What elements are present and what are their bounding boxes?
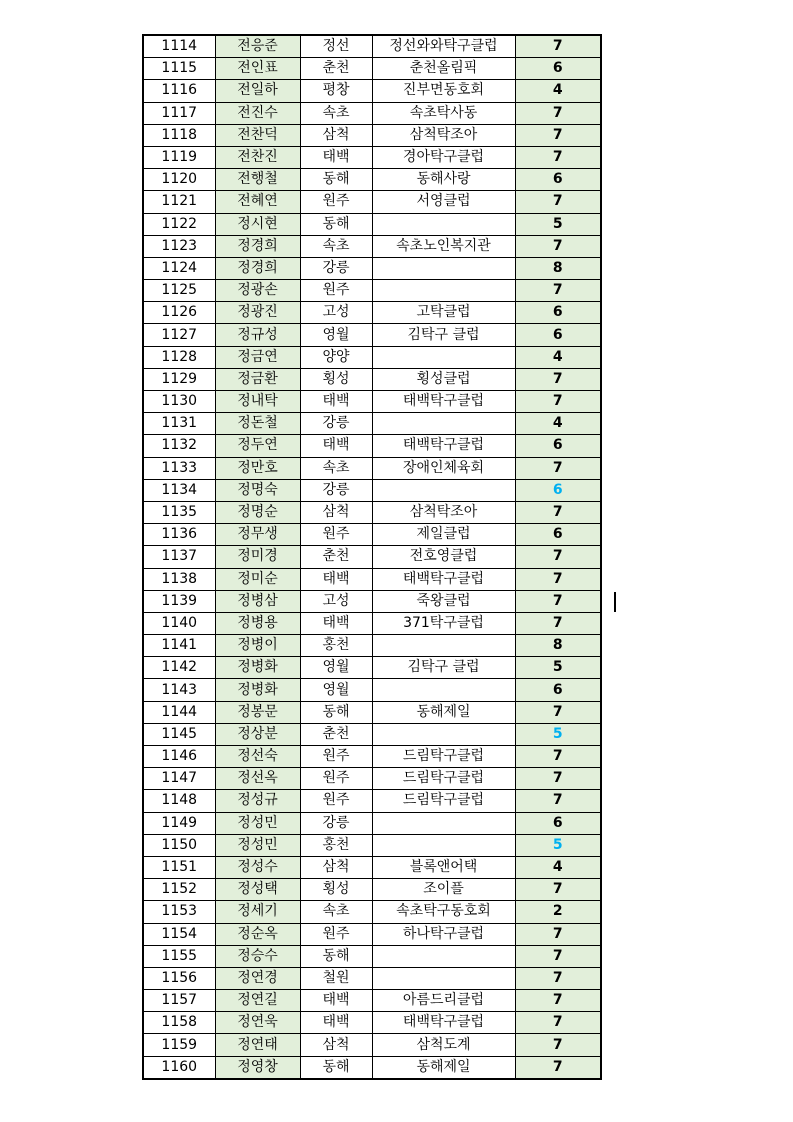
table-row [143,879,601,901]
table-row [143,990,601,1012]
region-cell: 고성 [300,302,372,324]
club-cell [372,213,515,235]
member-number-cell: 1144 [143,701,215,723]
member-number-cell: 1120 [143,169,215,191]
region-cell: 동해 [300,701,372,723]
member-number-cell: 1159 [143,1034,215,1056]
member-number-cell: 1157 [143,990,215,1012]
member-name-cell: 전찬덕 [215,124,300,146]
club-cell: 장애인체육회 [372,457,515,479]
club-cell [372,413,515,435]
member-name-cell: 정내탁 [215,391,300,413]
region-cell: 동해 [300,213,372,235]
grade-cell: 7 [515,1012,601,1034]
region-cell: 영월 [300,679,372,701]
table-row [143,213,601,235]
region-cell: 고성 [300,590,372,612]
member-number-cell: 1116 [143,80,215,102]
member-number-cell: 1150 [143,834,215,856]
member-name-cell: 정연경 [215,967,300,989]
grade-cell: 6 [515,169,601,191]
member-number-cell: 1136 [143,524,215,546]
region-cell: 속초 [300,457,372,479]
club-cell [372,257,515,279]
club-cell [372,834,515,856]
region-cell: 원주 [300,923,372,945]
member-number-cell: 1117 [143,102,215,124]
region-cell: 영월 [300,657,372,679]
club-cell: 태백탁구클럽 [372,1012,515,1034]
member-number-cell: 1115 [143,58,215,80]
grade-cell: 2 [515,901,601,923]
member-name-cell: 정금환 [215,368,300,390]
member-name-cell: 정만호 [215,457,300,479]
region-cell: 강릉 [300,257,372,279]
region-cell: 정선 [300,35,372,58]
member-name-cell: 정두연 [215,435,300,457]
region-cell: 양양 [300,346,372,368]
club-cell: 조이플 [372,879,515,901]
member-number-cell: 1156 [143,967,215,989]
member-number-cell: 1158 [143,1012,215,1034]
member-number-cell: 1133 [143,457,215,479]
grade-cell: 7 [515,1056,601,1079]
table-row [143,1012,601,1034]
table-row [143,790,601,812]
club-cell: 하나탁구클럽 [372,923,515,945]
region-cell: 원주 [300,280,372,302]
grade-cell: 4 [515,80,601,102]
member-number-cell: 1146 [143,746,215,768]
grade-cell: 5 [515,657,601,679]
member-name-cell: 정승수 [215,945,300,967]
member-name-cell: 정병화 [215,679,300,701]
grade-cell: 7 [515,546,601,568]
region-cell: 동해 [300,945,372,967]
table-row [143,35,601,58]
grade-cell: 7 [515,280,601,302]
club-cell: 속초탁구동호회 [372,901,515,923]
member-number-cell: 1151 [143,856,215,878]
region-cell: 춘천 [300,546,372,568]
member-number-cell: 1145 [143,723,215,745]
table-row [143,102,601,124]
member-name-cell: 정연욱 [215,1012,300,1034]
grade-cell: 7 [515,391,601,413]
member-number-cell: 1152 [143,879,215,901]
club-cell: 진부면동호회 [372,80,515,102]
member-name-cell: 전찬진 [215,146,300,168]
region-cell: 삼척 [300,501,372,523]
club-cell: 동해제일 [372,701,515,723]
table-row [143,368,601,390]
region-cell: 삼척 [300,124,372,146]
region-cell: 속초 [300,102,372,124]
table-row [143,324,601,346]
table-row [143,58,601,80]
grade-cell: 5 [515,834,601,856]
grade-cell: 7 [515,612,601,634]
member-number-cell: 1132 [143,435,215,457]
grade-cell: 6 [515,679,601,701]
club-cell: 고탁클럽 [372,302,515,324]
member-number-cell: 1134 [143,479,215,501]
table-row [143,1034,601,1056]
club-cell: 371탁구클럽 [372,612,515,634]
member-name-cell: 전혜연 [215,191,300,213]
club-cell: 죽왕클럽 [372,590,515,612]
table-row [143,856,601,878]
region-cell: 홍천 [300,834,372,856]
table-row [143,568,601,590]
table-row [143,124,601,146]
member-number-cell: 1127 [143,324,215,346]
grade-cell: 7 [515,923,601,945]
grade-cell: 8 [515,257,601,279]
grade-cell: 8 [515,635,601,657]
member-number-cell: 1153 [143,901,215,923]
member-name-cell: 정세기 [215,901,300,923]
member-number-cell: 1114 [143,35,215,58]
table-row [143,612,601,634]
table-row [143,501,601,523]
grade-cell: 7 [515,457,601,479]
club-cell: 제일클럽 [372,524,515,546]
member-number-cell: 1125 [143,280,215,302]
table-row [143,546,601,568]
member-number-cell: 1155 [143,945,215,967]
region-cell: 삼척 [300,1034,372,1056]
member-name-cell: 정성수 [215,856,300,878]
table-row [143,657,601,679]
grade-cell: 7 [515,967,601,989]
member-name-cell: 전응준 [215,35,300,58]
region-cell: 태백 [300,146,372,168]
member-name-cell: 정연길 [215,990,300,1012]
table-row [143,80,601,102]
member-name-cell: 정성민 [215,834,300,856]
table-row [143,590,601,612]
grade-cell: 6 [515,479,601,501]
region-cell: 태백 [300,1012,372,1034]
member-name-cell: 정상분 [215,723,300,745]
member-name-cell: 정봉문 [215,701,300,723]
member-name-cell: 정선옥 [215,768,300,790]
member-name-cell: 정성규 [215,790,300,812]
roster-table [142,34,602,1080]
region-cell: 속초 [300,901,372,923]
member-number-cell: 1118 [143,124,215,146]
club-cell: 드림탁구클럽 [372,768,515,790]
member-name-cell: 정금연 [215,346,300,368]
member-name-cell: 정경희 [215,235,300,257]
region-cell: 원주 [300,790,372,812]
member-name-cell: 전일하 [215,80,300,102]
member-name-cell: 정미순 [215,568,300,590]
grade-cell: 7 [515,990,601,1012]
grade-cell: 4 [515,856,601,878]
club-cell [372,635,515,657]
member-number-cell: 1139 [143,590,215,612]
region-cell: 강릉 [300,479,372,501]
region-cell: 횡성 [300,368,372,390]
grade-cell: 4 [515,413,601,435]
grade-cell: 7 [515,102,601,124]
region-cell: 평창 [300,80,372,102]
club-cell: 춘천올림픽 [372,58,515,80]
region-cell: 홍천 [300,635,372,657]
grade-cell: 4 [515,346,601,368]
table-row [143,723,601,745]
grade-cell: 7 [515,590,601,612]
table-row [143,635,601,657]
grade-cell: 7 [515,191,601,213]
member-number-cell: 1130 [143,391,215,413]
region-cell: 철원 [300,967,372,989]
member-number-cell: 1128 [143,346,215,368]
table-row [143,346,601,368]
member-name-cell: 정선숙 [215,746,300,768]
member-number-cell: 1140 [143,612,215,634]
member-number-cell: 1123 [143,235,215,257]
grade-cell: 6 [515,435,601,457]
member-name-cell: 정영창 [215,1056,300,1079]
table-row [143,923,601,945]
club-cell: 김탁구 클럽 [372,324,515,346]
table-row [143,302,601,324]
club-cell: 속초노인복지관 [372,235,515,257]
club-cell: 동해사랑 [372,169,515,191]
member-name-cell: 정연태 [215,1034,300,1056]
region-cell: 원주 [300,191,372,213]
table-row [143,524,601,546]
club-cell [372,723,515,745]
table-row [143,257,601,279]
grade-cell: 7 [515,501,601,523]
member-name-cell: 정돈철 [215,413,300,435]
member-number-cell: 1149 [143,812,215,834]
region-cell: 태백 [300,391,372,413]
club-cell [372,479,515,501]
grade-cell: 6 [515,58,601,80]
member-name-cell: 정병삼 [215,590,300,612]
member-number-cell: 1135 [143,501,215,523]
member-name-cell: 정시현 [215,213,300,235]
member-name-cell: 정병이 [215,635,300,657]
club-cell: 정선와와탁구클럽 [372,35,515,58]
club-cell: 블록앤어택 [372,856,515,878]
club-cell [372,679,515,701]
club-cell: 삼척탁조아 [372,124,515,146]
table-row [143,191,601,213]
member-number-cell: 1124 [143,257,215,279]
grade-cell: 7 [515,701,601,723]
member-number-cell: 1122 [143,213,215,235]
region-cell: 춘천 [300,58,372,80]
member-number-cell: 1131 [143,413,215,435]
table-row [143,479,601,501]
club-cell: 삼척도계 [372,1034,515,1056]
club-cell: 전호영클럽 [372,546,515,568]
member-number-cell: 1141 [143,635,215,657]
region-cell: 원주 [300,524,372,546]
club-cell: 드림탁구클럽 [372,790,515,812]
club-cell: 태백탁구클럽 [372,568,515,590]
table-row [143,280,601,302]
roster-body [143,35,601,1079]
member-name-cell: 정성민 [215,812,300,834]
grade-cell: 7 [515,790,601,812]
table-row [143,169,601,191]
member-name-cell: 정성택 [215,879,300,901]
region-cell: 태백 [300,568,372,590]
region-cell: 속초 [300,235,372,257]
grade-cell: 7 [515,35,601,58]
member-number-cell: 1126 [143,302,215,324]
grade-cell: 6 [515,302,601,324]
member-number-cell: 1160 [143,1056,215,1079]
club-cell: 동해제일 [372,1056,515,1079]
member-number-cell: 1121 [143,191,215,213]
member-number-cell: 1147 [143,768,215,790]
table-row [143,435,601,457]
table-row [143,967,601,989]
region-cell: 태백 [300,990,372,1012]
member-number-cell: 1148 [143,790,215,812]
grade-cell: 6 [515,324,601,346]
member-number-cell: 1143 [143,679,215,701]
region-cell: 춘천 [300,723,372,745]
region-cell: 태백 [300,435,372,457]
grade-cell: 7 [515,746,601,768]
member-name-cell: 정규성 [215,324,300,346]
member-number-cell: 1119 [143,146,215,168]
club-cell: 태백탁구클럽 [372,391,515,413]
grade-cell: 7 [515,1034,601,1056]
club-cell: 드림탁구클럽 [372,746,515,768]
member-name-cell: 정광손 [215,280,300,302]
table-row [143,146,601,168]
grade-cell: 5 [515,213,601,235]
region-cell: 원주 [300,768,372,790]
table-row [143,1056,601,1079]
member-name-cell: 정순옥 [215,923,300,945]
table-row [143,945,601,967]
member-name-cell: 전인표 [215,58,300,80]
table-row [143,746,601,768]
member-name-cell: 정명숙 [215,479,300,501]
region-cell: 원주 [300,746,372,768]
member-number-cell: 1142 [143,657,215,679]
club-cell [372,945,515,967]
member-name-cell: 정무생 [215,524,300,546]
club-cell: 횡성클럽 [372,368,515,390]
table-row [143,679,601,701]
member-name-cell: 전행철 [215,169,300,191]
member-name-cell: 정병용 [215,612,300,634]
grade-cell: 7 [515,945,601,967]
club-cell [372,967,515,989]
member-name-cell: 정광진 [215,302,300,324]
region-cell: 동해 [300,1056,372,1079]
table-row [143,391,601,413]
club-cell: 태백탁구클럽 [372,435,515,457]
grade-cell: 7 [515,235,601,257]
grade-cell: 5 [515,723,601,745]
member-number-cell: 1154 [143,923,215,945]
table-row [143,901,601,923]
table-row [143,768,601,790]
region-cell: 태백 [300,612,372,634]
member-number-cell: 1129 [143,368,215,390]
grade-cell: 7 [515,146,601,168]
table-row [143,413,601,435]
grade-cell: 7 [515,124,601,146]
club-cell [372,346,515,368]
club-cell: 경아탁구클럽 [372,146,515,168]
member-name-cell: 전진수 [215,102,300,124]
grade-cell: 6 [515,812,601,834]
region-cell: 강릉 [300,812,372,834]
region-cell: 영월 [300,324,372,346]
region-cell: 강릉 [300,413,372,435]
table-row [143,834,601,856]
region-cell: 횡성 [300,879,372,901]
grade-cell: 6 [515,524,601,546]
club-cell [372,812,515,834]
club-cell: 아름드리클럽 [372,990,515,1012]
member-number-cell: 1137 [143,546,215,568]
member-name-cell: 정미경 [215,546,300,568]
region-cell: 삼척 [300,856,372,878]
club-cell [372,280,515,302]
grade-cell: 7 [515,768,601,790]
member-name-cell: 정명순 [215,501,300,523]
grade-cell: 7 [515,879,601,901]
table-row [143,457,601,479]
club-cell: 속초탁사동 [372,102,515,124]
grade-cell: 7 [515,568,601,590]
text-cursor [614,592,616,612]
member-number-cell: 1138 [143,568,215,590]
member-name-cell: 정병화 [215,657,300,679]
club-cell: 서영클럽 [372,191,515,213]
region-cell: 동해 [300,169,372,191]
club-cell: 김탁구 클럽 [372,657,515,679]
table-row [143,235,601,257]
club-cell: 삼척탁조아 [372,501,515,523]
table-row [143,812,601,834]
table-row [143,701,601,723]
grade-cell: 7 [515,368,601,390]
member-name-cell: 정경희 [215,257,300,279]
